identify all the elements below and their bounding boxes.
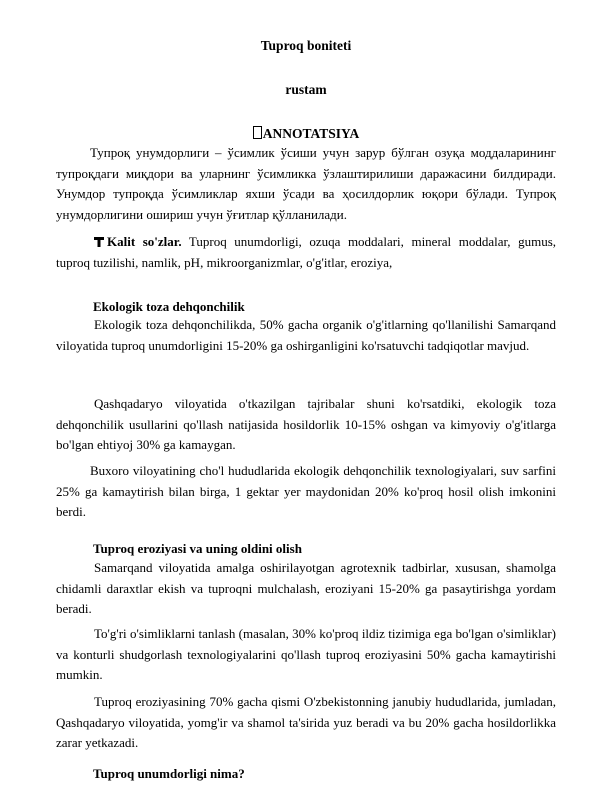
section1-paragraph-1: Ekologik toza dehqonchilikda, 50% gacha organik o'g'itlarning qo'llanilishi Samarqand viloyatida tuproq unumdorligini 15-20% ga oshirganligini ko'rsatuvchi tadqiqotlar mavjud. (56, 317, 556, 353)
section-heading-erosion: Tuproq eroziyasi va uning oldini olish (93, 541, 302, 556)
section2-paragraph-2: To'g'ri o'simliklarni tanlash (masalan, 30% ko'proq ildiz tizimiga ega bo'lgan o'simliklar) va konturli shudgorlash texnologiyalarini qo'llash tuproq eroziyasini 50% gacha kamaytirishi mumkin. (56, 626, 556, 682)
annotation-heading-text: ANNOTATSIYA (262, 126, 360, 141)
section2-paragraph-3: Tuproq eroziyasining 70% gacha qismi O'zbekistonning janubiy hududlarida, jumladan, Qashqadaryo viloyatida, yomg'ir va shamol ta'sirida yuz beradi va bu 20% gacha hosildorlikka zarar yetkazadi. (56, 694, 556, 750)
document-author: rustam (285, 82, 327, 97)
keywords-label: Kalit so'zlar. (107, 234, 182, 249)
section-heading-ecological: Ekologik toza dehqonchilik (93, 299, 245, 314)
section1-paragraph-2: Qashqadaryo viloyatida o'tkazilgan tajribalar shuni ko'rsatdiki, ekologik toza dehqonchilik usullarini qo'llash natijasida hosildorlik 10-15% oshgan va kimyoviy o'g'itlarga bo'lgan ehtiyoj 30% ga kamaygan. (56, 396, 556, 452)
section-heading-fertility: Tuproq unumdorligi nima? (93, 766, 245, 781)
keyword-marker-icon (94, 237, 104, 247)
document-title: Tuproq boniteti (260, 38, 352, 53)
keywords-paragraph (56, 232, 556, 273)
keywords-text: Tuproq unumdorligi, ozuqa moddalari, mineral moddalar, gumus, tuproq tuzilishi, namlik, pH, mikroorganizmlar, o'g'itlar, eroziya, (56, 234, 556, 270)
annotation-heading (0, 126, 612, 142)
missing-glyph-icon (253, 126, 262, 139)
annotation-text: Тупроқ унумдорлиги – ўсимлик ўсиши учун зарур бўлган озуқа моддаларининг тупроқдаги миқдори ва уларнинг ўсимликка ўзлаштирилиши даражасини билдиради. Унумдор тупроқда ўсимликлар яхши ўсади ва ҳосилдорлик юқори бўлади. Тупроқ унумдорлигини ошириш учун ўғитлар қўлланилади. (56, 145, 556, 222)
section2-paragraph-1: Samarqand viloyatida amalga oshirilayotgan agrotexnik tadbirlar, xususan, shamolga chidamli daraxtlar ekish va tuproqni mulchalash, eroziyani 15-20% ga pasaytirishga yordam beradi. (56, 560, 556, 616)
section1-paragraph-3: Buxoro viloyatining cho'l hududlarida ekologik dehqonchilik texnologiyalari, suv sarfini 25% ga kamaytirish bilan birga, 1 gektar yer maydonidan 20% ko'proq hosil olish imkonini berdi. (56, 463, 556, 519)
